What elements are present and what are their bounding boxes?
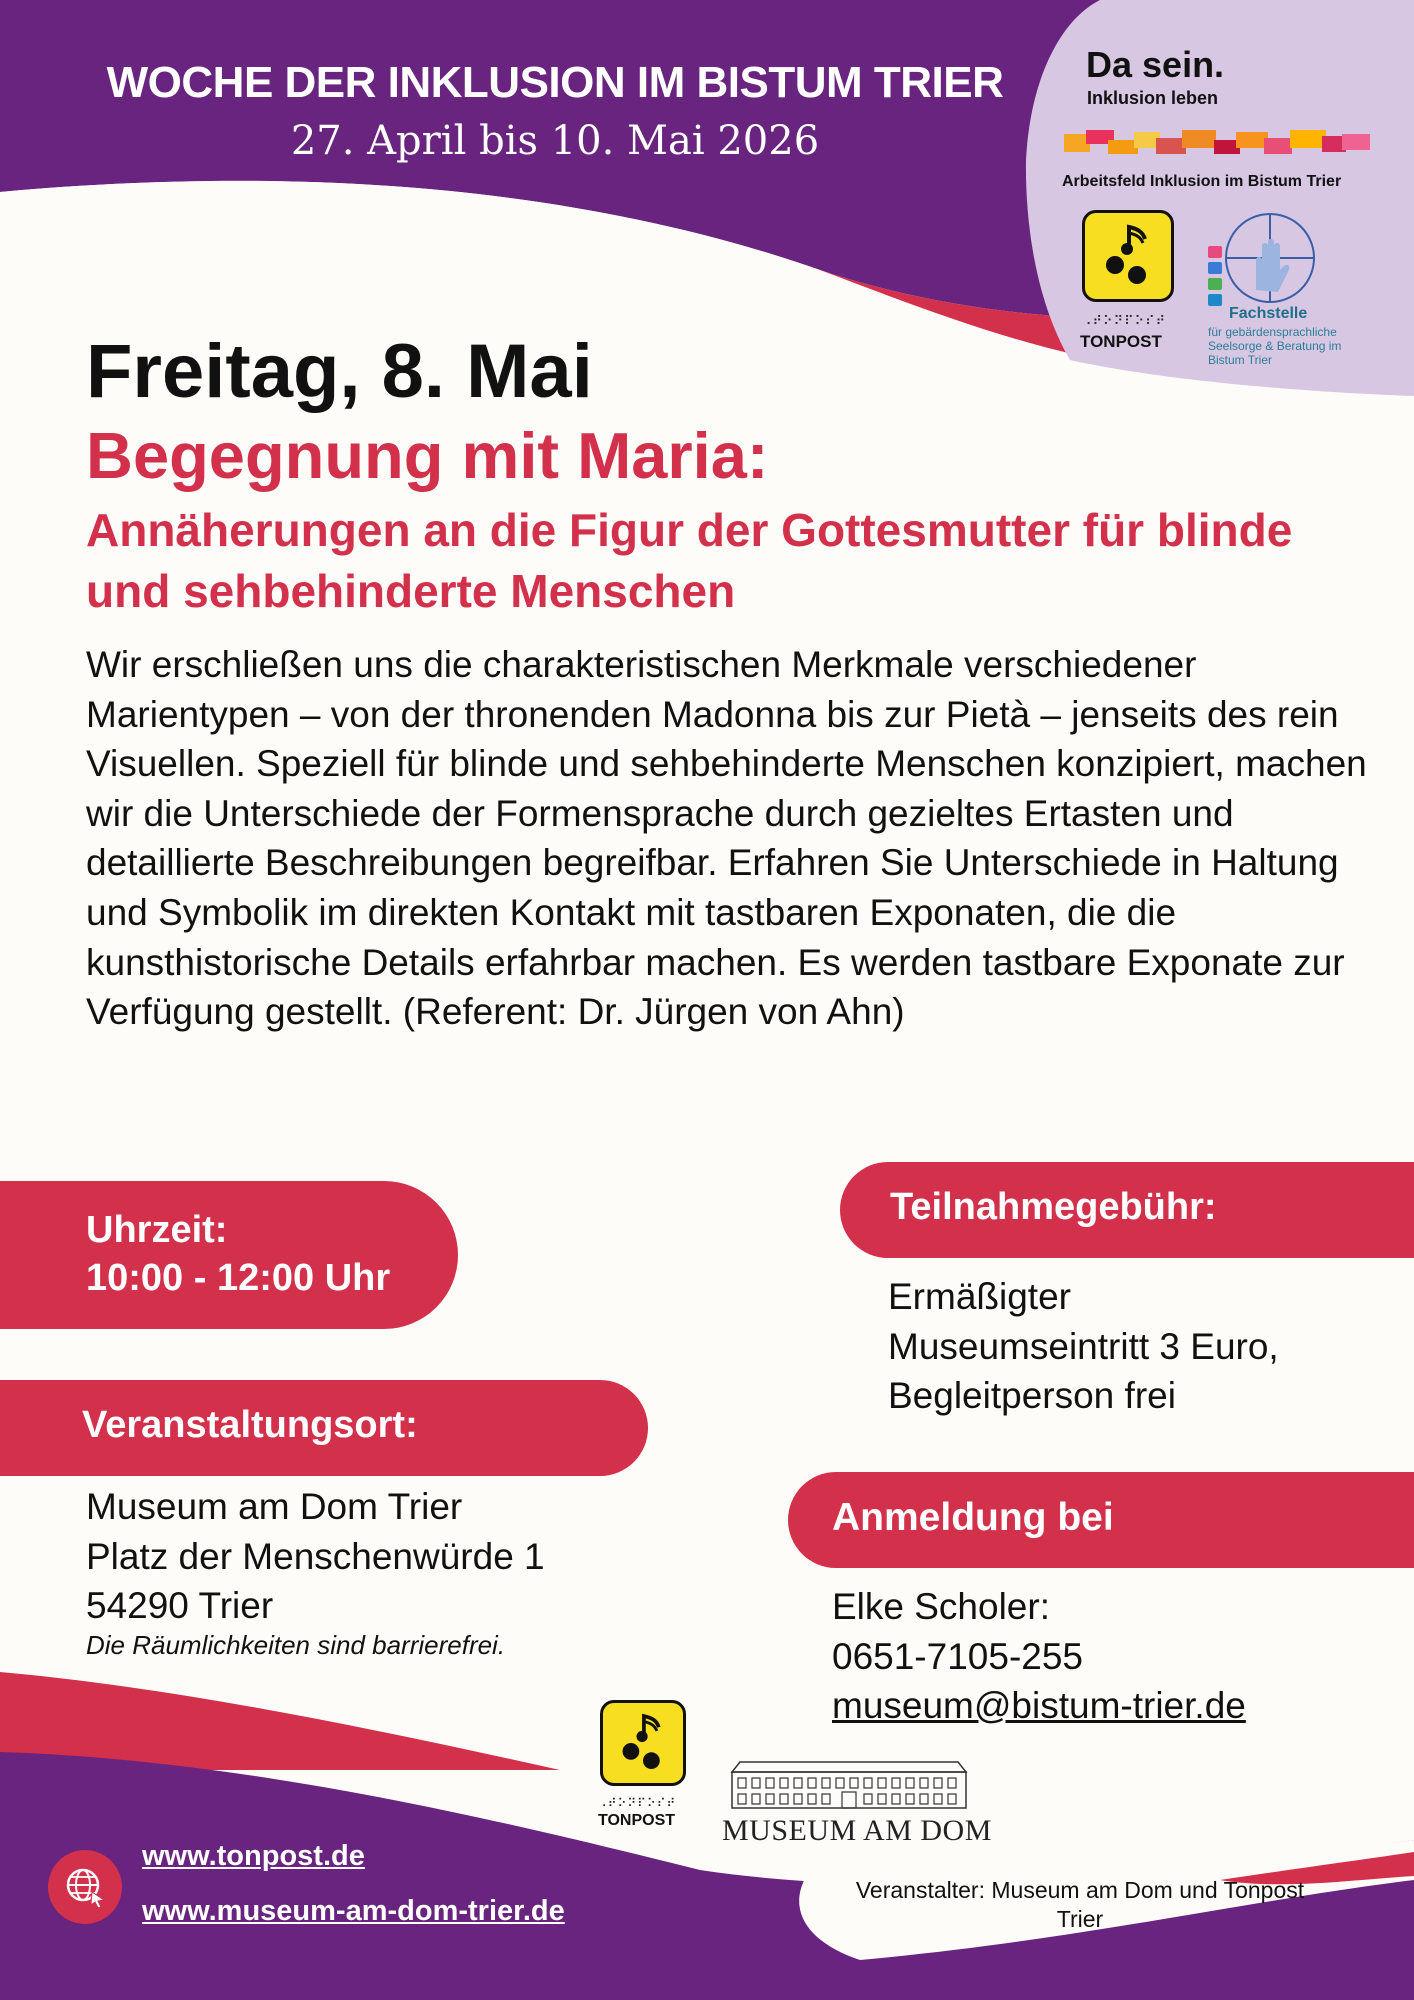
museum-website-link[interactable]: www.museum-am-dom-trier.de: [142, 1895, 565, 1927]
organizer-note: Veranstalter: Museum am Dom und Tonpost Trier: [855, 1877, 1305, 1932]
fachstelle-logo-icon: [1206, 210, 1330, 306]
uhrzeit-label: Uhrzeit:: [86, 1209, 228, 1251]
music-note-icon: [603, 1703, 683, 1783]
event-week-dates: 27. April bis 10. Mai 2026: [290, 118, 820, 164]
fachstelle-subtitle: für gebärdensprachliche Seelsorge & Beratung im Bistum Trier: [1208, 325, 1342, 367]
address-line-venue: Museum am Dom Trier: [86, 1486, 463, 1527]
tonpost-logo-word-bottom: TONPOST: [598, 1812, 676, 1829]
event-day: Freitag, 8. Mai: [86, 329, 593, 414]
music-note-icon: [1085, 213, 1171, 299]
inklusion-leben-text: Inklusion leben: [1087, 88, 1219, 108]
fee-line-3: Begleitperson frei: [888, 1375, 1176, 1417]
event-description: Wir erschließen uns die charakteristischen Merkmale verschiedener Marientypen – von der thronenden Madonna bis zur Pietà – jenseits des rein Visuellen. Speziell für blinde und sehbehinderte Menschen konzipiert, machen wir die Unterschiede der Formensprache durch gezieltes Ertasten und detaillierte Beschreibungen begreifbar. Erfahren Sie Unterschiede in Haltung und Symbolik im direkten Kontakt mit tastbaren Exponaten, die die kunsthistorische Details erfahrbar machen. Es werden tastbare Exponate zur Verfügung gestellt. (Referent: Dr. Jürgen von Ahn): [86, 644, 1367, 1033]
tonpost-logo-word: TONPOST: [1080, 332, 1162, 351]
address-line-city: 54290 Trier: [86, 1585, 274, 1627]
uhrzeit-banner: [0, 1181, 458, 1329]
page-header-title: WOCHE DER INKLUSION IM BISTUM TRIER: [106, 58, 1004, 107]
anmeldung-label: Anmeldung bei: [832, 1496, 1114, 1539]
contact-email-link[interactable]: museum@bistum-trier.de: [832, 1685, 1246, 1727]
teilnahmegebuehr-details: [888, 1272, 1408, 1421]
tonpost-logo: [1082, 210, 1174, 302]
arbeitsfeld-inklusion-text: Arbeitsfeld Inklusion im Bistum Trier: [1062, 173, 1342, 190]
teilnahmegebuehr-label: Teilnahmegebühr:: [890, 1186, 1217, 1228]
anmeldung-banner: [788, 1472, 1414, 1568]
anmeldung-contact: [832, 1582, 1392, 1731]
fee-line-1: Ermäßigter: [888, 1276, 1071, 1317]
braille-dots-decoration-bottom: ⠠⠞⠕⠝⠏⠕⠎⠞: [598, 1796, 677, 1810]
fachstelle-title: Fachstelle: [1229, 305, 1308, 322]
accessibility-note: Die Räumlichkeiten sind barrierefrei.: [86, 1630, 506, 1660]
museum-am-dom-logo-text: MUSEUM AM DOM: [722, 1814, 992, 1847]
tonpost-logo-bottom: [600, 1700, 686, 1786]
contact-phone[interactable]: 0651-7105-255: [832, 1635, 1083, 1677]
braille-dots-decoration: ⠠⠞⠕⠝⠏⠕⠎⠞: [1082, 314, 1167, 329]
tonpost-website-link[interactable]: www.tonpost.de: [142, 1840, 365, 1872]
event-subtitle: Annäherungen an die Figur der Gottesmutter für blinde und sehbehinderte Menschen: [86, 504, 1293, 617]
veranstaltungsort-label: Veranstaltungsort:: [82, 1404, 418, 1446]
da-sein-logo-text: Da sein.: [1086, 44, 1225, 85]
teilnahmegebuehr-banner: [840, 1162, 1414, 1258]
color-mosaic-logo-stripe: [1064, 128, 1370, 158]
contact-name: Elke Scholer:: [832, 1586, 1050, 1627]
veranstaltungsort-address: [86, 1482, 686, 1631]
uhrzeit-value: 10:00 - 12:00 Uhr: [86, 1257, 391, 1299]
veranstaltungsort-banner: [0, 1380, 648, 1476]
address-line-street: Platz der Menschenwürde 1: [86, 1535, 545, 1577]
fee-line-2: Museumseintritt 3 Euro,: [888, 1325, 1279, 1367]
globe-icon: [48, 1850, 122, 1924]
event-title: Begegnung mit Maria:: [86, 419, 769, 492]
museum-building-icon: [726, 1754, 972, 1812]
